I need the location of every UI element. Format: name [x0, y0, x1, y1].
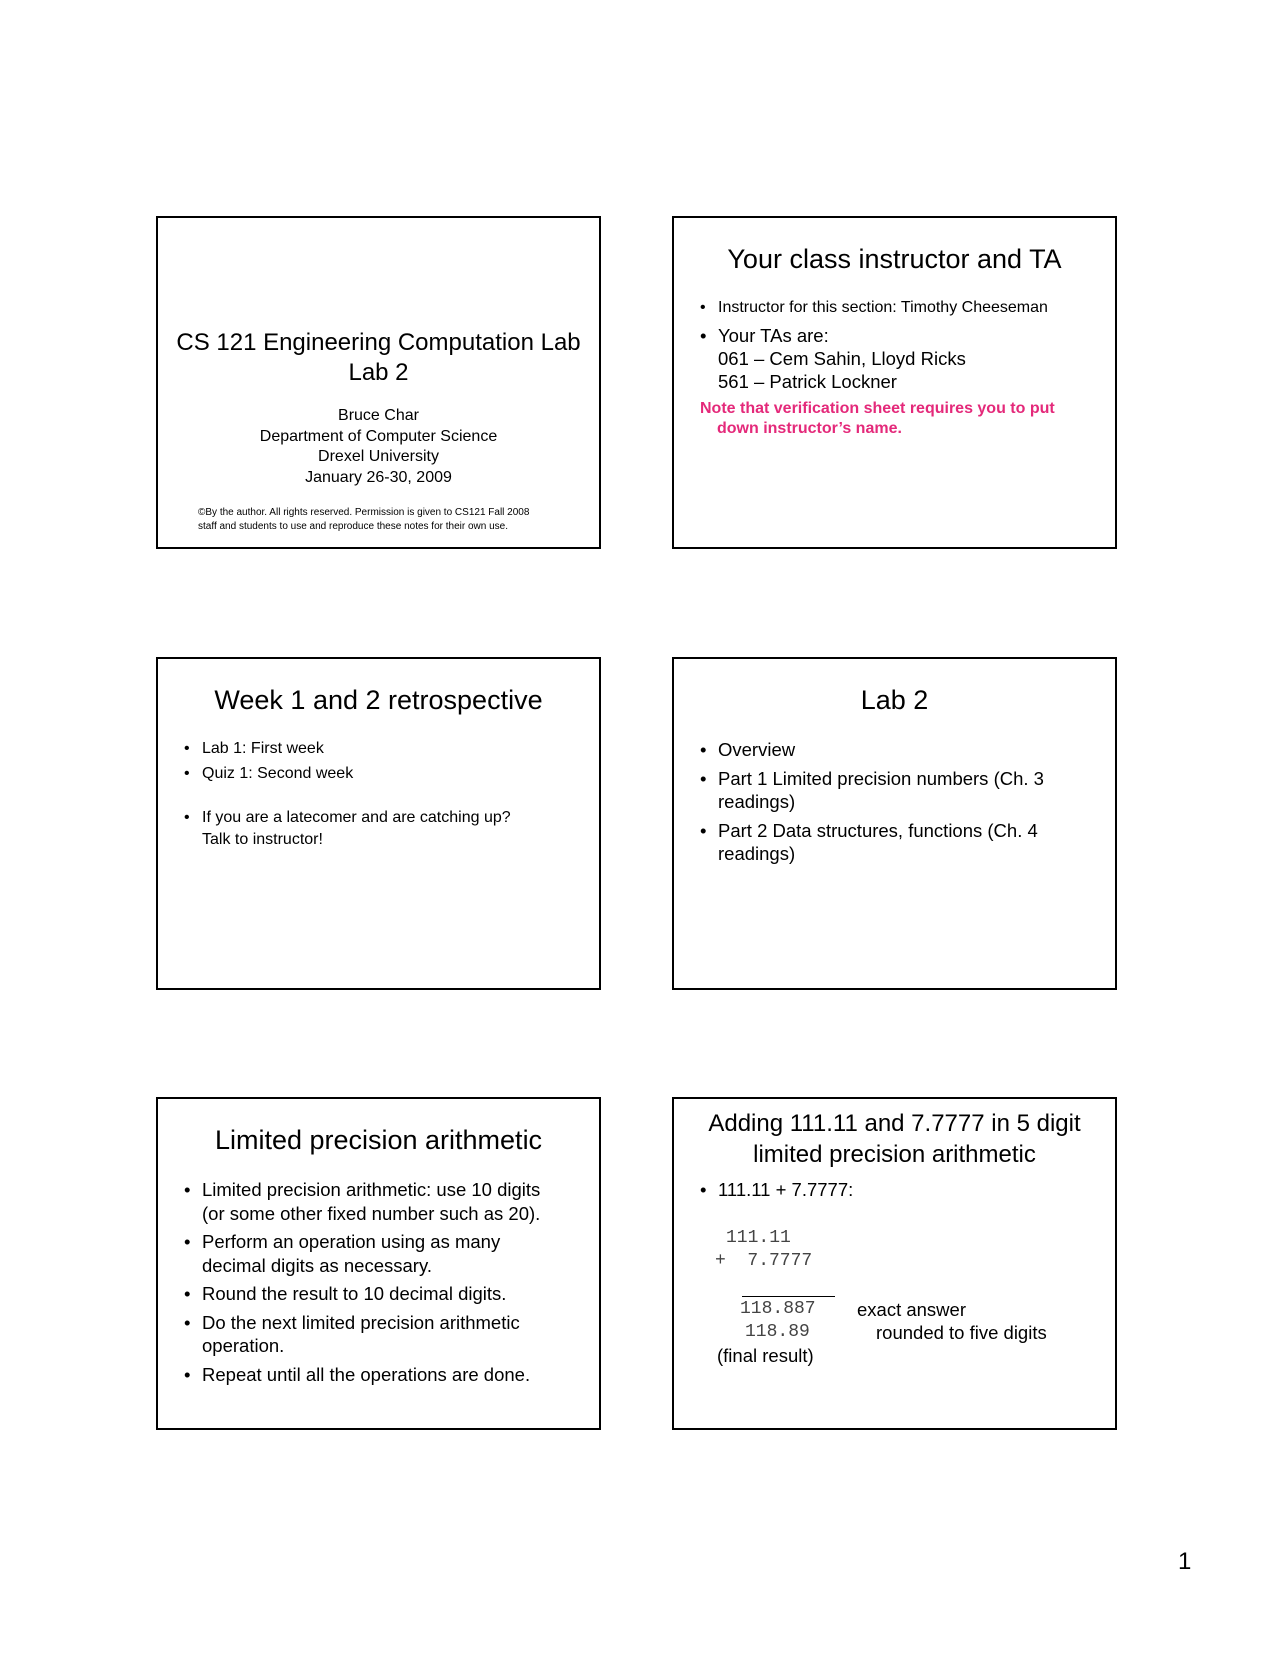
author-university: Drexel University [318, 448, 439, 465]
slide-title-heading [158, 328, 599, 388]
bullet-text: decimal digits as necessary. [202, 1254, 432, 1276]
slide-heading: Lab 2 [860, 685, 929, 715]
bullet-text: • Your TAs are: [718, 325, 829, 346]
list-item [184, 1311, 589, 1358]
bullet-text: • Do the next limited precision arithmetic [202, 1311, 520, 1333]
list-item [184, 807, 589, 851]
slide-retrospective [156, 657, 601, 990]
list-item [700, 298, 1105, 318]
note-line: Note that verification sheet requires you to put [700, 400, 1055, 417]
bullet-text: • Overview [718, 739, 796, 760]
title-line: Lab 2 [348, 359, 409, 386]
verification-note [700, 399, 1105, 438]
list-item [184, 763, 589, 785]
bullet-list [184, 1178, 589, 1391]
bullet-text: • Perform an operation using as many [202, 1231, 501, 1252]
title-line: limited precision arithmetic [753, 1140, 1036, 1168]
list-item [184, 1282, 589, 1306]
author-name: Bruce Char [338, 407, 419, 424]
bullet-text: • Round the result to 10 decimal digits. [202, 1283, 507, 1304]
slide-heading: Week 1 and 2 retrospective [214, 685, 543, 715]
bullet-text: • 111.11 + 7.7777: [718, 1179, 854, 1200]
slide-heading: Limited precision arithmetic [214, 1125, 543, 1155]
bullet-text: • Part 1 Limited precision numbers (Ch. 3 [718, 767, 1044, 789]
page-number: 1 [1178, 1548, 1192, 1575]
bullet-text: readings) [718, 791, 796, 812]
list-item [700, 738, 1105, 762]
title-line: Adding 111.11 and 7.7777 in 5 digit [708, 1110, 1081, 1137]
list-item [700, 1178, 1105, 1202]
bullet-text: • Lab 1: First week [202, 740, 324, 757]
list-item [184, 1363, 589, 1387]
bullet-list [184, 738, 589, 854]
bullet-text: readings) [718, 843, 796, 864]
slide-title [156, 216, 601, 549]
slide-limited-precision [156, 1097, 601, 1430]
bullet-list [700, 738, 1105, 871]
copyright-line: staff and students to use and reproduce these notes for their own use. [198, 521, 509, 532]
copyright-notice [198, 506, 569, 534]
bullet-text: 061 – Cem Sahin, Lloyd Ricks [718, 348, 966, 369]
slide-heading [674, 1109, 1115, 1170]
author-department: Department of Computer Science [259, 427, 498, 445]
slide-instructor-ta [672, 216, 1117, 549]
author-block [158, 406, 599, 488]
bullet-list [700, 1178, 1105, 1202]
sum-rule [742, 1296, 835, 1297]
list-item [184, 1178, 589, 1225]
exact-sum-label: exact answer [857, 1299, 966, 1320]
slide-adding-example [672, 1097, 1117, 1430]
bullet-list [700, 298, 1105, 393]
list-item [184, 738, 589, 760]
rounded-sum: 118.89 [745, 1322, 810, 1342]
presentation-date: January 26-30, 2009 [305, 468, 452, 486]
bullet-text: (or some other fixed number such as 20). [202, 1202, 541, 1224]
copyright-line: ©By the author. All rights reserved. Permission is given to CS121 Fall 2008 [198, 507, 530, 518]
addend-1: 111.11 [726, 1228, 791, 1248]
list-item [700, 767, 1105, 814]
bullet-text: Talk to instructor! [202, 831, 323, 848]
bullet-text: • Part 2 Data structures, functions (Ch. 4 [718, 819, 1038, 841]
slide-lab2 [672, 657, 1117, 990]
note-line: down instructor’s name. [717, 419, 902, 437]
final-result-label: (final result) [717, 1345, 814, 1366]
bullet-text: • Instructor for this section: Timothy Cheeseman [718, 299, 1048, 316]
slide-heading: Your class instructor and TA [727, 244, 1062, 274]
bullet-text: • If you are a latecomer and are catching up? [202, 809, 511, 826]
bullet-text: operation. [202, 1335, 285, 1356]
list-item [700, 819, 1105, 866]
bullet-text: • Quiz 1: Second week [202, 765, 354, 782]
exact-sum: 118.887 [740, 1299, 816, 1319]
rounded-sum-label: rounded to five digits [876, 1322, 1047, 1343]
bullet-text: • Limited precision arithmetic: use 10 digits [202, 1179, 541, 1200]
title-line: CS 121 Engineering Computation Lab [176, 329, 581, 356]
list-item [700, 324, 1105, 393]
list-item [184, 1230, 589, 1277]
addend-2: + 7.7777 [715, 1251, 813, 1271]
bullet-text: • Repeat until all the operations are done. [202, 1363, 531, 1385]
bullet-text: 561 – Patrick Lockner [718, 371, 897, 392]
